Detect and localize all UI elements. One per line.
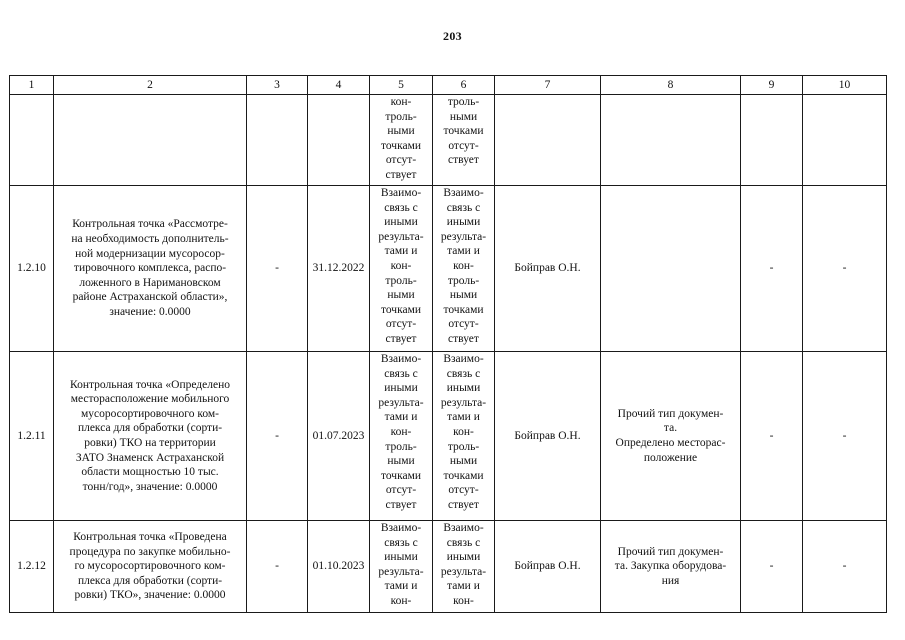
relation-cell: Взаимо- связь с иными результа- тами и кон- троль- ными точками отсут- ствует bbox=[433, 186, 495, 352]
description-cell: Контрольная точка «Рассмотре- на необходимость дополнитель- ной модернизации мусоросор- тировочного комплекса, распо- ложенного в Наримановском районе Астраханской области», значение: 0.0000 bbox=[54, 186, 247, 352]
column-number: 5 bbox=[370, 76, 433, 95]
date-cell: 31.12.2022 bbox=[308, 186, 370, 352]
table-row bbox=[10, 186, 887, 352]
description-cell: Контрольная точка «Проведена процедура по закупке мобильно- го мусоросортировочного ком- плекса для обработки (сорти- ровки) ТКО», значение: 0.0000 bbox=[54, 521, 247, 613]
column-number: 2 bbox=[54, 76, 247, 95]
cell-col-9: - bbox=[741, 521, 803, 613]
column-number-row bbox=[10, 76, 887, 95]
cell-col-3 bbox=[247, 95, 308, 186]
row-number-cell: 1.2.10 bbox=[10, 186, 54, 352]
relation-cell: Взаимо- связь с иными результа- тами и кон- троль- ными точками отсут- ствует bbox=[433, 352, 495, 521]
column-number: 10 bbox=[803, 76, 887, 95]
document-type-cell bbox=[601, 186, 741, 352]
relation-cell: Взаимо- связь с иными результа- тами и кон- троль- ными точками отсут- ствует bbox=[370, 352, 433, 521]
responsible-cell: Бойправ О.Н. bbox=[495, 521, 601, 613]
date-cell: 01.10.2023 bbox=[308, 521, 370, 613]
table-row bbox=[10, 521, 887, 613]
cell-col-9: - bbox=[741, 186, 803, 352]
column-number: 7 bbox=[495, 76, 601, 95]
description-cell: Контрольная точка «Определено месторасположение мобильного мусоросортировочного ком- плекса для обработки (сорти- ровки) ТКО на территории ЗАТО Знаменск Астраханской области мощностью 10 тыс. тонн/год», значение: 0.0000 bbox=[54, 352, 247, 521]
table-row bbox=[10, 95, 887, 186]
description-cell bbox=[54, 95, 247, 186]
document-type-cell: Прочий тип докумен- та. Определено месторас- положение bbox=[601, 352, 741, 521]
table-row bbox=[10, 352, 887, 521]
relation-cell: Взаимо- связь с иными результа- тами и кон- bbox=[433, 521, 495, 613]
cell-col-10 bbox=[803, 95, 887, 186]
cell-col-9 bbox=[741, 95, 803, 186]
cell-col-3: - bbox=[247, 352, 308, 521]
column-number: 8 bbox=[601, 76, 741, 95]
responsible-cell: Бойправ О.Н. bbox=[495, 352, 601, 521]
date-cell: 01.07.2023 bbox=[308, 352, 370, 521]
column-number: 1 bbox=[10, 76, 54, 95]
column-number: 3 bbox=[247, 76, 308, 95]
row-number-cell: 1.2.12 bbox=[10, 521, 54, 613]
column-number: 9 bbox=[741, 76, 803, 95]
document-type-cell: Прочий тип докумен- та. Закупка оборудова- ния bbox=[601, 521, 741, 613]
cell-col-3: - bbox=[247, 186, 308, 352]
column-number: 6 bbox=[433, 76, 495, 95]
row-number-cell: 1.2.11 bbox=[10, 352, 54, 521]
relation-cell: Взаимо- связь с иными результа- тами и кон- bbox=[370, 521, 433, 613]
relation-cell: кон- троль- ными точками отсут- ствует bbox=[370, 95, 433, 186]
cell-col-10: - bbox=[803, 352, 887, 521]
row-number-cell bbox=[10, 95, 54, 186]
relation-cell: троль- ными точками отсут- ствует bbox=[433, 95, 495, 186]
cell-col-9: - bbox=[741, 352, 803, 521]
date-cell bbox=[308, 95, 370, 186]
cell-col-3: - bbox=[247, 521, 308, 613]
document-table bbox=[9, 75, 887, 613]
cell-col-10: - bbox=[803, 521, 887, 613]
cell-col-10: - bbox=[803, 186, 887, 352]
relation-cell: Взаимо- связь с иными результа- тами и кон- троль- ными точками отсут- ствует bbox=[370, 186, 433, 352]
page-number: 203 bbox=[443, 29, 462, 43]
column-number: 4 bbox=[308, 76, 370, 95]
responsible-cell bbox=[495, 95, 601, 186]
responsible-cell: Бойправ О.Н. bbox=[495, 186, 601, 352]
document-type-cell bbox=[601, 95, 741, 186]
